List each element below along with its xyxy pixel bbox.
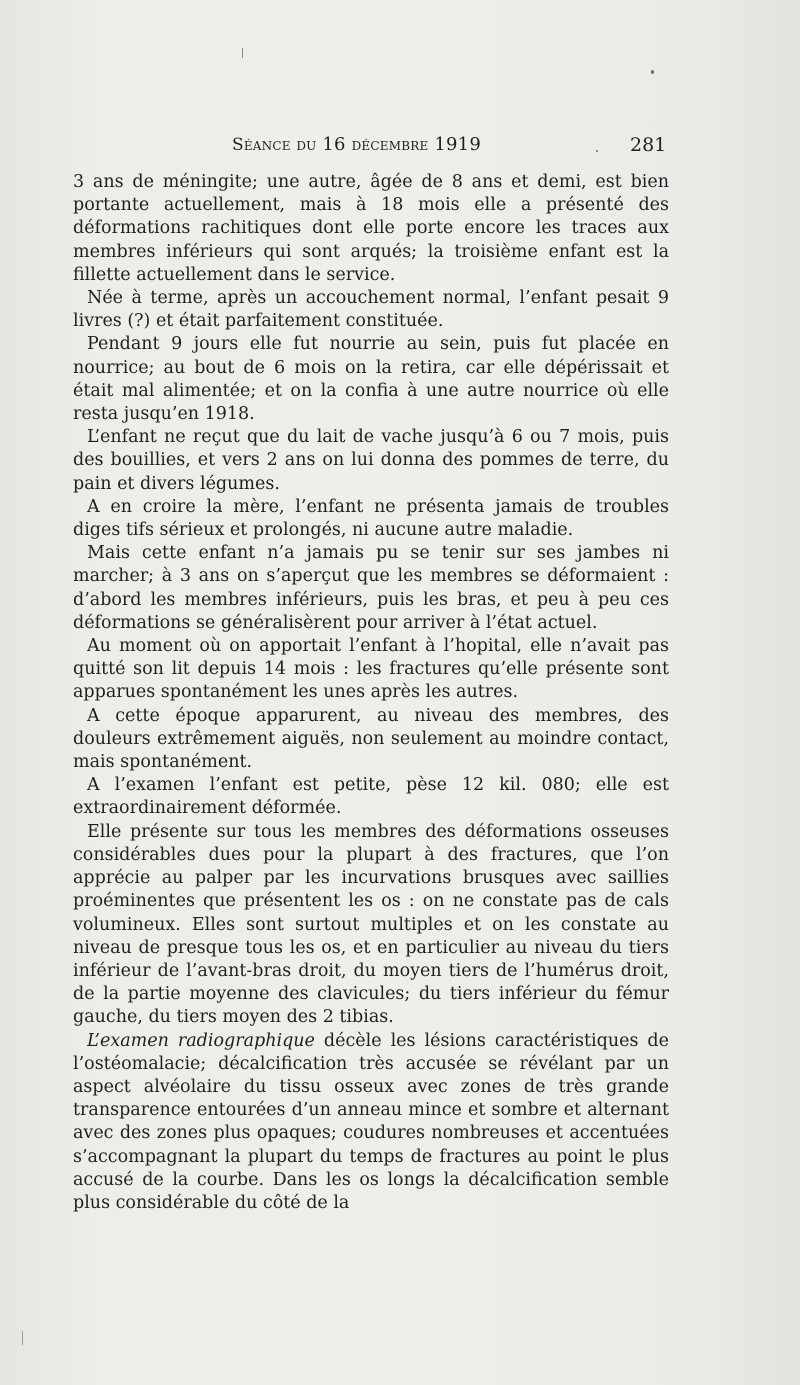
paragraph-3: Pendant 9 jours elle fut nourrie au sein, puis fut placée en nourrice; au bout de 6 mois on la retira, car elle dépérissait et était mal alimentée; et on la confia à une autre nourrice où elle resta jusqu’en 1918.: [73, 334, 669, 425]
body-text: [73, 171, 669, 1215]
paragraph-11-text: décèle les lésions caractéristiques de l’ostéomalacie; décalcification très accusée se révélant par un aspect alvéolaire du tissu osseux avec zones de très grande transparence entourées d’un anneau mince et sombre et alternant avec des zones plus opaques; coudures nombreuses et accentuées s’accompagnant la plupart du temps de fractures au point le plus accusé de la courbe. Dans les os longs la décalcification semble plus considérable du côté de la: [73, 1030, 669, 1213]
paragraph-7: Au moment où on apportait l’enfant à l’hopital, elle n’avait pas quitté son lit depuis 14 mois : les fractures qu’elle présente sont apparues spontanément les unes après les autres.: [73, 636, 669, 703]
paragraph-6: Mais cette enfant n’a jamais pu se tenir sur ses jambes ni marcher; à 3 ans on s’aperçut que les membres se déformaient : d’abord les membres inférieurs, puis les bras, et peu à peu ces déformations se généralisèrent pour arriver à l’état actuel.: [73, 543, 669, 633]
paragraph-2: Née à terme, après un accouchement normal, l’enfant pesait 9 livres (?) et était parfaitement constituée.: [73, 288, 669, 332]
paragraph-8: A cette époque apparurent, au niveau des membres, des douleurs extrêmement aiguës, non seulement au moindre contact, mais spontanément.: [73, 705, 669, 773]
paragraph-10: Elle présente sur tous les membres des déformations osseuses considérables dues pour la plupart à des fractures, que l’on apprécie au palper par les incurvations brusques avec saillies proéminentes que présentent les os : on ne constate pas de cals volumineux. Elles sont surtout multiples et on les constate au niveau de presque tous les os, et en particulier au niveau du tiers inférieur de l’avant-bras droit, du moyen tiers de l’humérus droit, de la partie moyenne des clavicules; du tiers inférieur du fémur gauche, du tiers moyen des 2 tibias.: [73, 821, 669, 1028]
paragraph-11: [73, 1030, 669, 1216]
scan-speck: [242, 48, 243, 58]
header-month: décembre: [351, 135, 429, 155]
scan-speck: [22, 1331, 23, 1345]
header-year: 1919: [434, 134, 481, 155]
header-seance: Séance du: [232, 135, 317, 155]
scan-speck: [596, 150, 598, 152]
paragraph-5: A en croire la mère, l’enfant ne présenta jamais de troubles diges tifs sérieux et prolongés, ni aucune autre maladie.: [73, 496, 669, 541]
running-header: [0, 134, 800, 160]
page-number: 281: [630, 134, 667, 156]
paragraph-1: 3 ans de méningite; une autre, âgée de 8 ans et demi, est bien portante actuellement, mais à 18 mois elle a présenté des déformations rachitiques dont elle porte encore les traces aux membres inférieurs qui sont arqués; la troisième enfant est la fillette actuellement dans le service.: [73, 172, 669, 285]
scan-speck: [651, 70, 654, 74]
header-title: [232, 134, 481, 155]
paragraph-4: L’enfant ne reçut que du lait de vache jusqu’à 6 ou 7 mois, puis des bouillies, et vers 2 ans on lui donna des pommes de terre, du pain et divers légumes.: [73, 427, 669, 494]
header-day: 16: [322, 134, 346, 155]
italic-heading: L’examen radiographique: [87, 1030, 315, 1051]
paragraph-9: A l’examen l’enfant est petite, pèse 12 kil. 080; elle est extraordinairement déformée.: [73, 775, 669, 819]
